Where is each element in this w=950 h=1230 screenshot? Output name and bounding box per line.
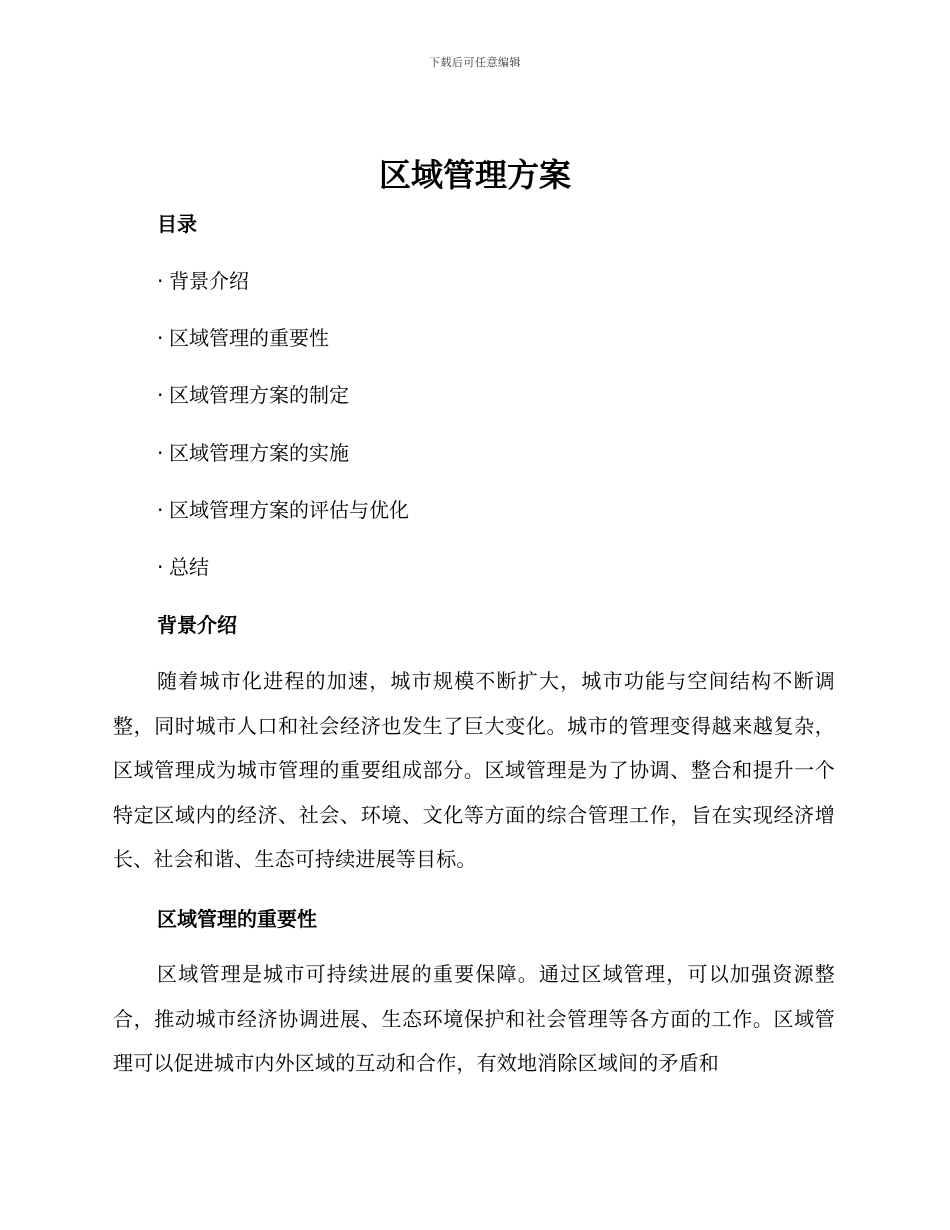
bullet-icon: · (157, 498, 164, 522)
section-body-importance: 区域管理是城市可持续进展的重要保障。通过区域管理，可以加强资源整合，推动城市经济协调进展、生态环境保护和社会管理等各方面的工作。区域管理可以促进城市内外区域的互动和合作，有效地消除区域间的矛盾和 (113, 962, 835, 1075)
toc-item-label: 区域管理方案的评估与优化 (169, 498, 409, 522)
document-title: 区域管理方案 (378, 156, 571, 194)
toc-item[interactable] (157, 437, 349, 466)
toc-item[interactable] (157, 379, 349, 408)
section-heading-background: 背景介绍 (157, 613, 237, 637)
toc-item[interactable] (157, 265, 249, 294)
bullet-icon: · (157, 326, 164, 350)
bullet-icon: · (157, 441, 164, 465)
toc-item[interactable] (157, 494, 409, 523)
toc-item-label: 背景介绍 (169, 269, 249, 293)
toc-heading: 目录 (157, 212, 197, 236)
header-note: 下载后可任意编辑 (429, 56, 521, 69)
bullet-icon: · (157, 269, 164, 293)
toc-item[interactable] (157, 322, 329, 351)
section-body-background: 随着城市化进程的加速，城市规模不断扩大，城市功能与空间结构不断调整，同时城市人口和社会经济也发生了巨大变化。城市的管理变得越来越复杂，区域管理成为城市管理的重要组成部分。区域管理是为了协调、整合和提升一个特定区域内的经济、社会、环境、文化等方面的综合管理工作，旨在实现经济增长、社会和谐、生态可持续进展等目标。 (113, 669, 835, 871)
toc-item-label: 区域管理方案的制定 (169, 383, 349, 407)
toc-item-label: 区域管理的重要性 (169, 326, 329, 350)
toc-item-label: 区域管理方案的实施 (169, 441, 349, 465)
bullet-icon: · (157, 383, 164, 407)
section-heading-importance: 区域管理的重要性 (157, 907, 317, 931)
toc-item[interactable] (157, 551, 209, 580)
bullet-icon: · (157, 555, 164, 579)
toc-item-label: 总结 (169, 555, 209, 579)
